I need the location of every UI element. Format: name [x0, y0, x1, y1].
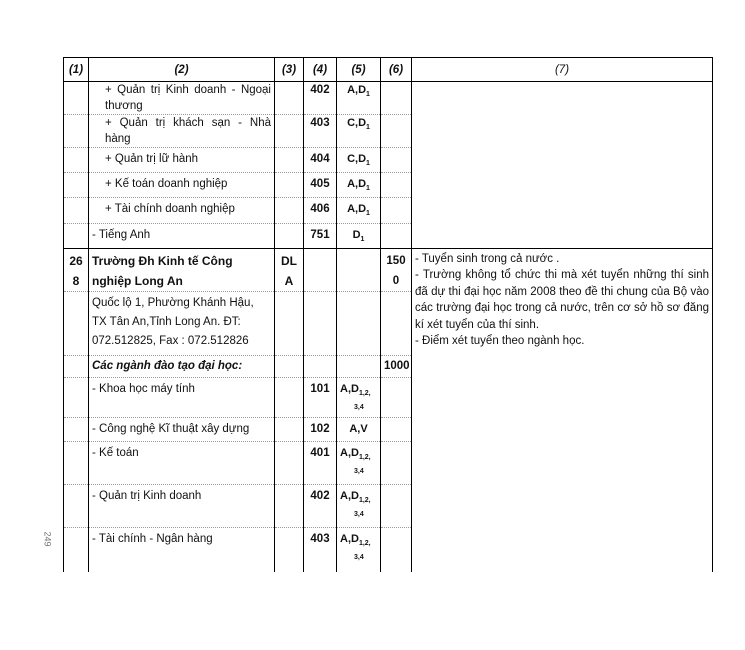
note-line: - Trường không tổ chức thi mà xét tuyển những thí sinh đã dự thi đại học năm 2008 theo đề thi chung của Bộ vào các trường đại học trong cả nước, trên cơ sở hồ sơ đăng kí xét tuyển của thí sinh. [415, 269, 709, 331]
header-col-3: (3) [275, 58, 304, 82]
major-name: + Quản trị Kinh doanh - Ngoại thương [89, 82, 275, 115]
major-name: - Tài chính - Ngân hàng [89, 527, 275, 572]
header-col-6: (6) [381, 58, 412, 82]
exam-block: $A,D_{1,2,}$ 3,4 [337, 484, 381, 527]
major-name: + Quản trị lữ hành [89, 148, 275, 173]
major-code: 405 [304, 173, 337, 198]
major-name: - Quản trị Kinh doanh [89, 484, 275, 527]
header-col-1: (1) [64, 58, 89, 82]
exam-block: $A,D_1$ [337, 173, 381, 198]
table-row [64, 82, 713, 115]
school-row [64, 248, 713, 291]
note-line: - Tuyển sinh trong cả nước . [415, 252, 560, 265]
header-col-5: (5) [337, 58, 381, 82]
exam-block: $A,D_{1,2,}$ 3,4 [337, 527, 381, 572]
major-code: 101 [304, 377, 337, 417]
exam-block: $A,D_1$ [337, 82, 381, 115]
major-code: 751 [304, 223, 337, 248]
school-quota: 150 0 [381, 248, 412, 291]
exam-block: $A,D_{1,2,}$ 3,4 [337, 441, 381, 484]
section-quota: 1000 [381, 355, 412, 377]
note-line: - Điểm xét tuyển theo ngành học. [415, 335, 585, 348]
major-code: 406 [304, 198, 337, 223]
major-name: - Tiếng Anh [89, 223, 275, 248]
admissions-table [63, 57, 713, 572]
exam-block: $C,D_1$ [337, 115, 381, 148]
major-name: - Kế toán [89, 441, 275, 484]
section-label: Các ngành đào tạo đại học: [89, 355, 275, 377]
exam-block: A,V [337, 417, 381, 441]
major-name: + Tài chính doanh nghiệp [89, 198, 275, 223]
major-code: 403 [304, 115, 337, 148]
header-col-7: (7) [412, 58, 713, 82]
major-name: + Quản trị khách sạn - Nhà hàng [89, 115, 275, 148]
school-address: Quốc lộ 1, Phường Khánh Hậu, TX Tân An,Tỉnh Long An. ĐT: 072.512825, Fax : 072.512826 [89, 291, 275, 355]
exam-block: $C,D_1$ [337, 148, 381, 173]
school-number: 26 8 [64, 248, 89, 291]
major-code: 404 [304, 148, 337, 173]
exam-block: $A,D_{1,2,}$ 3,4 [337, 377, 381, 417]
exam-block: $D_1$ [337, 223, 381, 248]
major-code: 402 [304, 82, 337, 115]
header-col-2: (2) [89, 58, 275, 82]
header-row [64, 58, 713, 82]
school-name: Trường Đh Kinh tế Công nghiệp Long An [89, 248, 275, 291]
header-col-4: (4) [304, 58, 337, 82]
major-code: 403 [304, 527, 337, 572]
page-number: 249 [42, 531, 53, 547]
major-code: 401 [304, 441, 337, 484]
exam-block: $A,D_1$ [337, 198, 381, 223]
major-name: + Kế toán doanh nghiệp [89, 173, 275, 198]
major-code: 102 [304, 417, 337, 441]
major-name: - Khoa học máy tính [89, 377, 275, 417]
school-notes [412, 248, 713, 572]
major-name: - Công nghệ Kĩ thuật xây dựng [89, 417, 275, 441]
school-type: DL A [275, 248, 304, 291]
major-code: 402 [304, 484, 337, 527]
